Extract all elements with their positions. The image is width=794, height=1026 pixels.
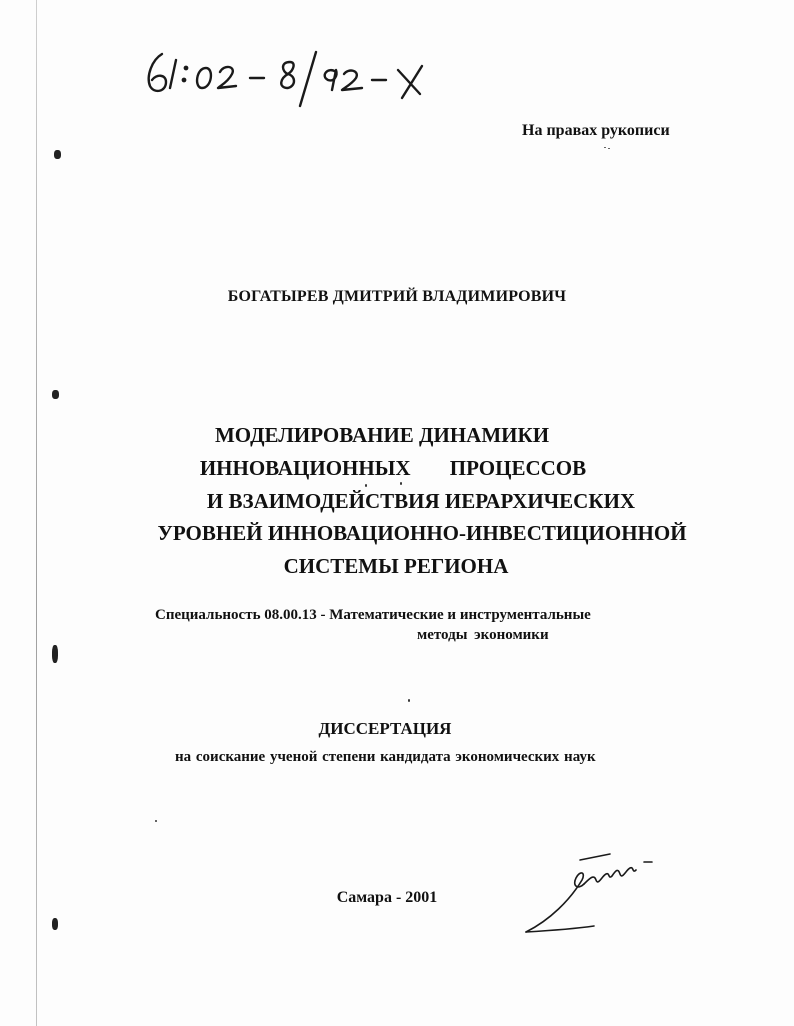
title-line-4: УРОВНЕЙ ИННОВАЦИОННО-ИНВЕСТИЦИОННОЙ — [157, 521, 687, 545]
scan-mark — [54, 150, 61, 159]
title-line-5: СИСТЕМЫ РЕГИОНА — [283, 554, 509, 578]
handwritten-signature — [520, 840, 670, 940]
scan-mark — [52, 390, 59, 399]
title-line-2: ИННОВАЦИОННЫХ ПРОЦЕССОВ — [199, 456, 587, 480]
title-line-3: И ВЗАИМОДЕЙСТВИЯ ИЕРАРХИЧЕСКИХ — [206, 489, 636, 513]
specialty-line-1: Специальность 08.00.13 - Математические и инструментальные — [155, 607, 591, 623]
title-line-1: МОДЕЛИРОВАНИЕ ДИНАМИКИ — [214, 423, 550, 447]
scan-mark — [52, 645, 58, 663]
scan-mark — [52, 918, 58, 930]
degree-line: на соискание ученой степени кандидата экономических наук — [175, 749, 596, 765]
city-year: Самара - 2001 — [336, 889, 438, 906]
author-name: БОГАТЫРЕВ ДМИТРИЙ ВЛАДИМИРОВИЧ — [227, 288, 567, 305]
document-type: ДИССЕРТАЦИЯ — [318, 719, 452, 738]
manuscript-rights-note: На правах рукописи — [522, 122, 670, 139]
handwritten-archive-code — [140, 40, 480, 110]
specialty-line-2: методы экономики — [417, 627, 549, 643]
